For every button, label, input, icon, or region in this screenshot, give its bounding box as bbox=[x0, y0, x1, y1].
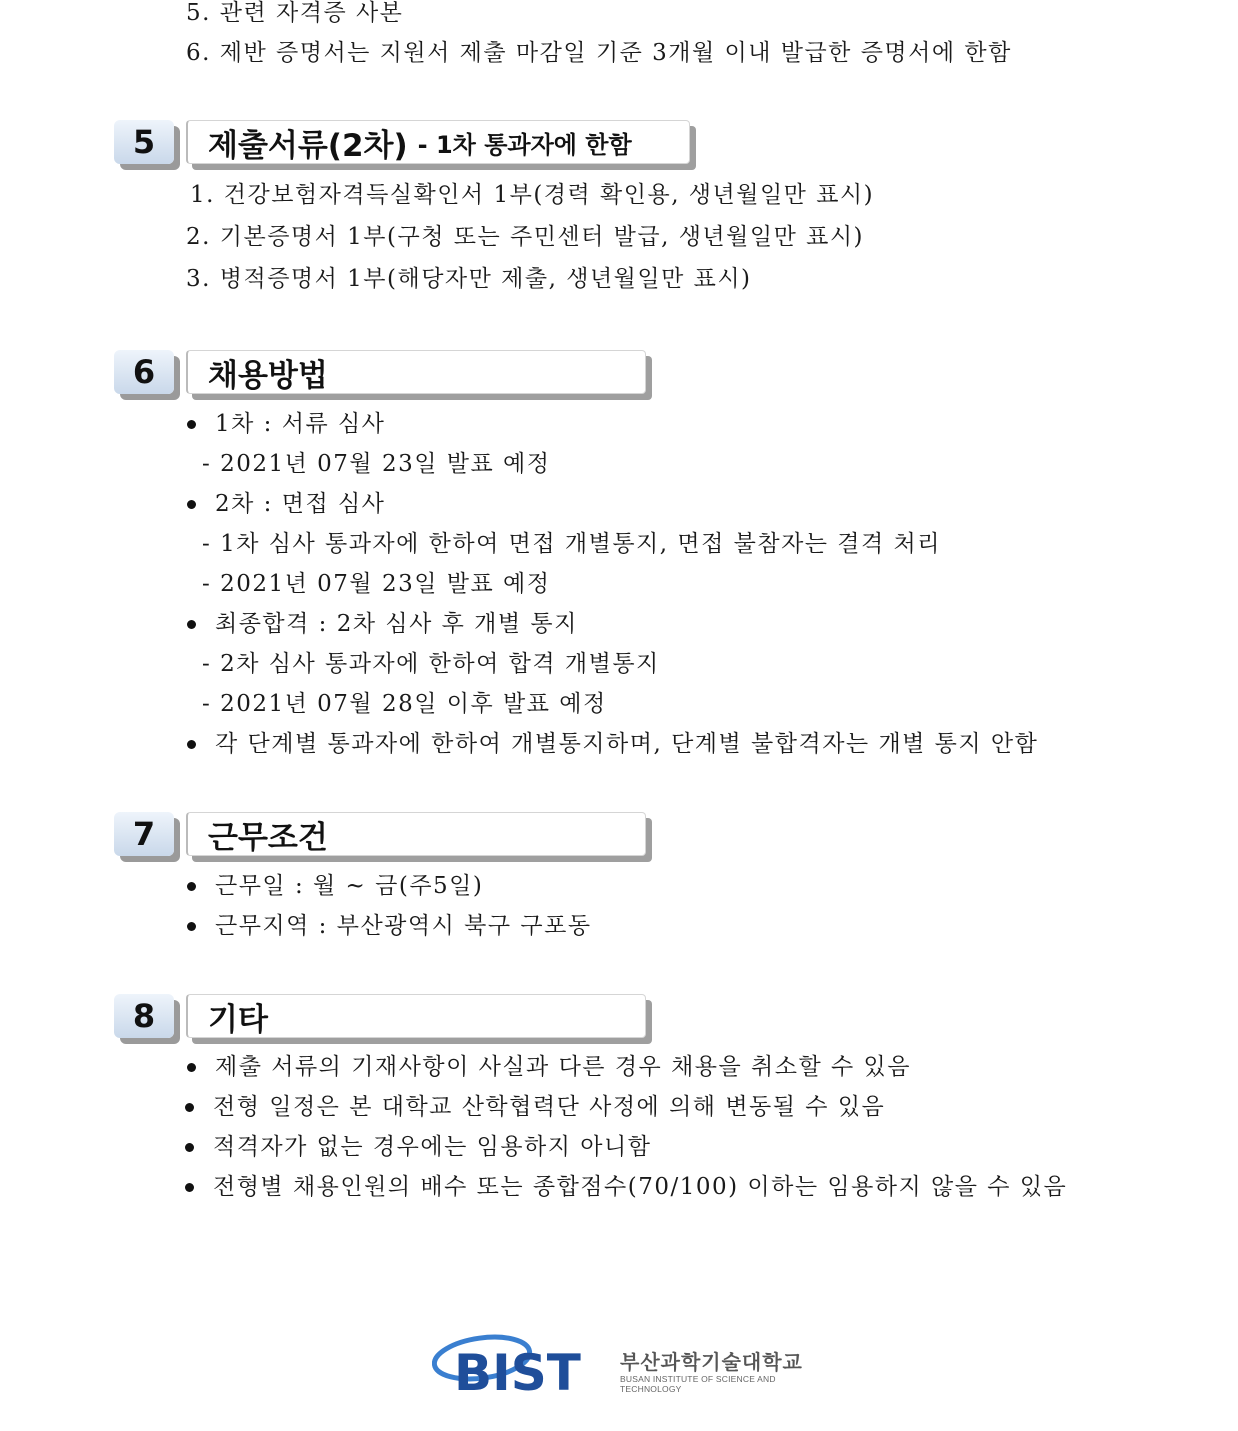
list-item: - 2차 심사 통과자에 한하여 합격 개별통지 bbox=[202, 651, 660, 677]
bullet-item: 1차 : 서류 심사 bbox=[215, 411, 386, 437]
section-title-box bbox=[186, 994, 646, 1038]
section-title-box bbox=[186, 350, 646, 394]
section-number: 6 bbox=[114, 350, 174, 394]
list-item: 3. 병적증명서 1부(해당자만 제출, 생년월일만 표시) bbox=[186, 266, 752, 292]
university-name-ko: 부산과학기술대학교 bbox=[620, 1350, 803, 1374]
section-subtitle: - 1차 통과자에 한함 bbox=[417, 130, 632, 159]
section-number: 5 bbox=[114, 120, 174, 164]
bullet-item: 전형별 채용인원의 배수 또는 종합점수(70/100) 이하는 임용하지 않을 수 있음 bbox=[213, 1174, 1068, 1200]
bullet-item: 2차 : 면접 심사 bbox=[215, 491, 386, 517]
section-title: 근무조건 bbox=[208, 819, 328, 856]
university-logo bbox=[432, 1330, 832, 1396]
bullet-item: 근무일 : 월 ~ 금(주5일) bbox=[215, 873, 484, 899]
bullet-item: 최종합격 : 2차 심사 후 개별 통지 bbox=[215, 611, 578, 637]
list-item: 5. 관련 자격증 사본 bbox=[186, 0, 404, 26]
list-item: 6. 제반 증명서는 지원서 제출 마감일 기준 3개월 이내 발급한 증명서에 한함 bbox=[186, 40, 1012, 66]
bullet-item: 제출 서류의 기재사항이 사실과 다른 경우 채용을 취소할 수 있음 bbox=[215, 1054, 911, 1080]
bullet-item: 각 단계별 통과자에 한하여 개별통지하며, 단계별 불합격자는 개별 통지 안함 bbox=[215, 731, 1039, 757]
logo-wordmark: BIST bbox=[454, 1344, 581, 1396]
section-title-box bbox=[186, 120, 690, 164]
bullet-item: 적격자가 없는 경우에는 임용하지 아니함 bbox=[213, 1134, 652, 1160]
bist-logo-mark bbox=[432, 1330, 602, 1396]
list-item: 1. 건강보험자격득실확인서 1부(경력 확인용, 생년월일만 표시) bbox=[190, 182, 875, 208]
list-item: - 2021년 07월 23일 발표 예정 bbox=[202, 571, 551, 597]
section-title: 채용방법 bbox=[208, 357, 328, 394]
section-title: 제출서류(2차) bbox=[208, 127, 408, 164]
list-item: 2. 기본증명서 1부(구청 또는 주민센터 발급, 생년월일만 표시) bbox=[186, 224, 865, 250]
section-number: 7 bbox=[114, 812, 174, 856]
section-title: 기타 bbox=[208, 1001, 268, 1038]
section-number: 8 bbox=[114, 994, 174, 1038]
list-item: - 2021년 07월 23일 발표 예정 bbox=[202, 451, 551, 477]
section-title-box bbox=[186, 812, 646, 856]
list-item: - 2021년 07월 28일 이후 발표 예정 bbox=[202, 691, 607, 717]
university-name-en: BUSAN INSTITUTE OF SCIENCE AND TECHNOLOGY bbox=[620, 1374, 776, 1394]
bullet-item: 전형 일정은 본 대학교 산학협력단 사정에 의해 변동될 수 있음 bbox=[213, 1094, 886, 1120]
list-item: - 1차 심사 통과자에 한하여 면접 개별통지, 면접 불참자는 결격 처리 bbox=[202, 531, 941, 557]
bullet-item: 근무지역 : 부산광역시 북구 구포동 bbox=[215, 913, 592, 939]
